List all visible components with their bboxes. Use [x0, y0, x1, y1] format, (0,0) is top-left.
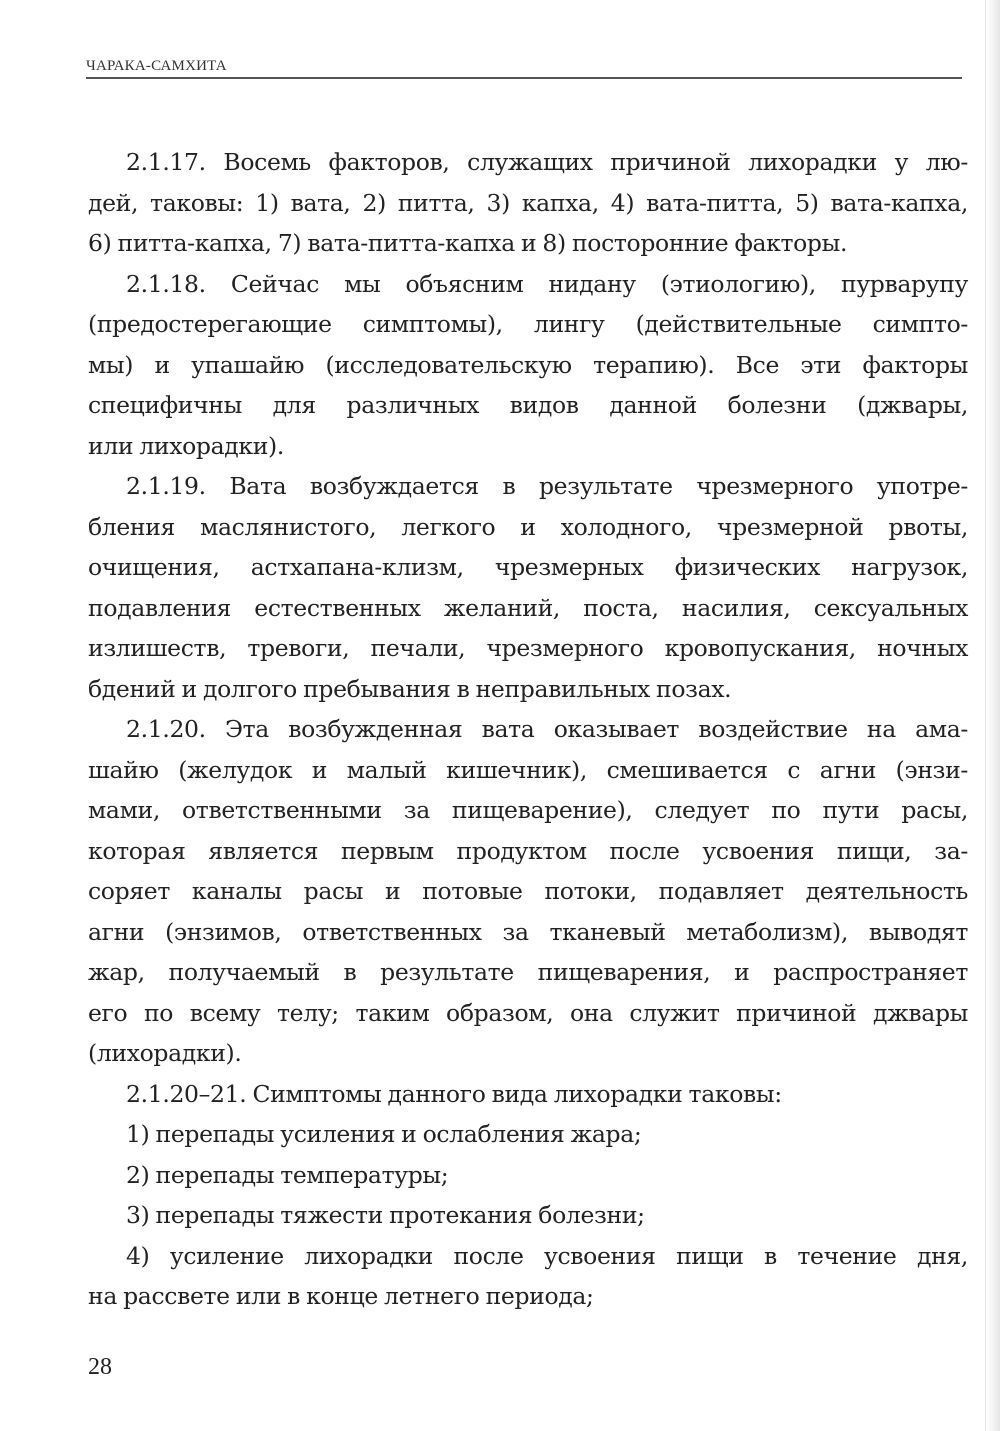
- text-line: подавления естественных желаний, поста, насилия, сексуальных: [88, 593, 968, 622]
- text-line: жар, получаемый в результате пищеварения, и распространяет: [88, 958, 968, 986]
- paragraph-2-1-18: [88, 264, 968, 467]
- list-item: 2) перепады температуры;: [126, 1160, 449, 1189]
- text-line: которая является первым продуктом после усвоения пищи, за-: [88, 836, 968, 865]
- text-line: 6) питта-капха, 7) вата-питта-капха и 8) посторонние факторы.: [88, 229, 848, 257]
- paragraph-2-1-20-21: [88, 1074, 968, 1115]
- text-line: мами, ответственными за пищеварение), следует по пути расы,: [88, 796, 968, 824]
- text-line: бления маслянистого, легкого и холодного, чрезмерной рвоты,: [88, 512, 968, 541]
- list-item: 4) усиление лихорадки после усвоения пищи в течение дня,: [126, 1241, 968, 1270]
- text-line: 2.1.20–21. Симптомы данного вида лихорадки таковы:: [126, 1079, 782, 1108]
- text-line: бдений и долгого пребывания в неправильных позах.: [88, 674, 732, 703]
- list-item-continuation: на рассвете или в конце летнего периода;: [88, 1282, 594, 1310]
- text-line: специфичны для различных видов данной болезни (джвары,: [88, 391, 968, 419]
- symptom-list: [88, 1114, 968, 1317]
- text-line: (предостерегающие симптомы), лингу (действительные симпто-: [88, 310, 968, 338]
- page-number: 28: [88, 1354, 112, 1380]
- header-rule: [86, 77, 962, 79]
- paragraph-2-1-19: [88, 466, 968, 709]
- text-line: 2.1.19. Вата возбуждается в результате чрезмерного употре-: [126, 472, 968, 500]
- text-line: шайю (желудок и малый кишечник), смешивается с агни (энзи-: [88, 755, 968, 784]
- text-line: 2.1.18. Сейчас мы объясним нидану (этиологию), пурварупу: [126, 269, 968, 298]
- running-head: ЧАРАКА-САМХИТА: [86, 58, 227, 74]
- text-line: мы) и упашайю (исследовательскую терапию). Все эти факторы: [88, 350, 968, 379]
- paragraph-2-1-20: [88, 709, 968, 1074]
- body-text: [88, 142, 968, 1317]
- text-line: или лихорадки).: [88, 431, 284, 460]
- text-line: агни (энзимов, ответственных за тканевый метаболизм), выводят: [88, 917, 968, 946]
- text-line: его по всему телу; таким образом, она служит причиной джвары: [88, 998, 968, 1027]
- text-line: очищения, астхапана-клизм, чрезмерных физических нагрузок,: [88, 553, 968, 581]
- paragraph-2-1-17: [88, 142, 968, 264]
- text-line: 2.1.17. Восемь факторов, служащих причиной лихорадки у лю-: [126, 148, 968, 176]
- text-line: 2.1.20. Эта возбужденная вата оказывает воздействие на ама-: [126, 715, 968, 743]
- text-line: (лихорадки).: [88, 1039, 242, 1067]
- list-item: 3) перепады тяжести протекания болезни;: [126, 1201, 645, 1229]
- list-item: 1) перепады усиления и ослабления жара;: [126, 1120, 642, 1148]
- text-line: излишеств, тревоги, печали, чрезмерного кровопускания, ночных: [88, 634, 968, 662]
- text-line: дей, таковы: 1) вата, 2) питта, 3) капха, 4) вата-питта, 5) вата-капха,: [88, 188, 968, 217]
- page-edge: [985, 0, 1000, 1431]
- text-line: соряет каналы расы и потовые потоки, подавляет деятельность: [88, 877, 968, 905]
